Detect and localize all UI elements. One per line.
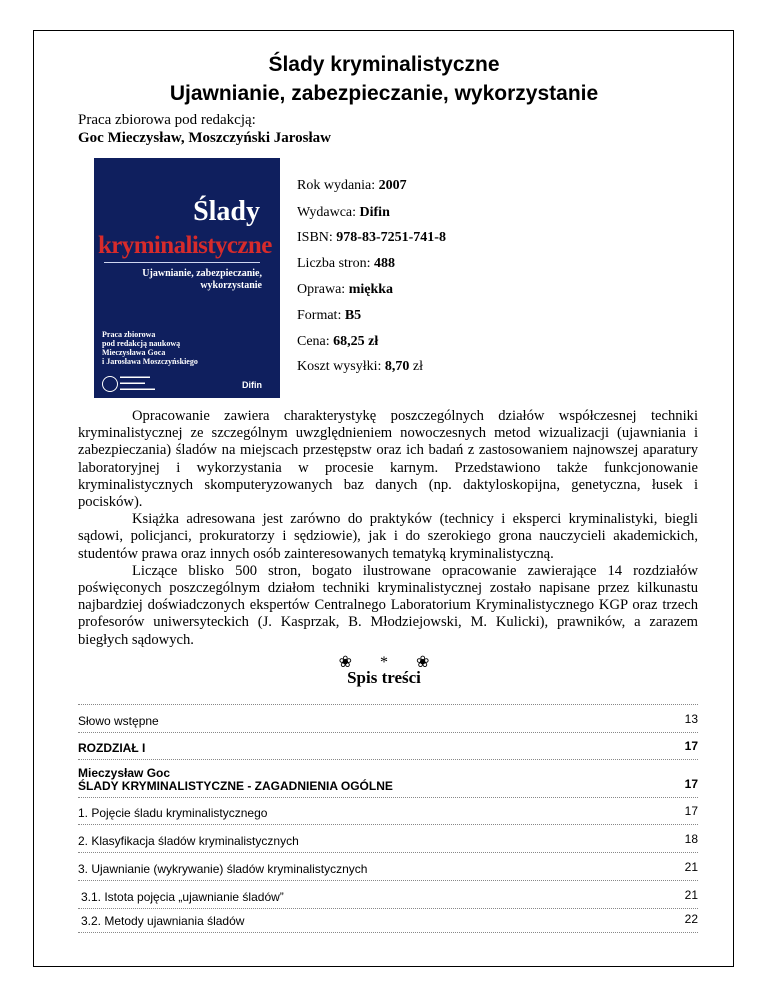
toc-label: 1. Pojęcie śladu kryminalistycznego <box>78 806 268 820</box>
meta-format <box>297 308 361 324</box>
toc-page: 17 <box>684 777 698 791</box>
meta-label: Oprawa: <box>297 282 349 297</box>
toc-label: ROZDZIAŁ I <box>78 741 146 755</box>
meta-label: Koszt wysyłki: <box>297 359 385 374</box>
toc-row[interactable] <box>78 759 698 798</box>
meta-label: Wydawca: <box>297 205 360 220</box>
cover-credits <box>102 330 242 366</box>
meta-value: 978-83-7251-741-8 <box>336 230 446 245</box>
toc-page: 18 <box>684 832 698 846</box>
meta-label: Liczba stron: <box>297 256 374 271</box>
meta-value: 2007 <box>378 178 407 193</box>
description-paragraph: Opracowanie zawiera charakterystykę poszczególnych działów współczesnej techniki kryminalistycznej ze szczególnym uwzględnieniem nowoczesnych metod wizualizacji (ujawniania i zabezpieczania) śladów na miejscach przestępstw oraz ich badań z zastosowaniem najnowszej aparatury laboratoryjnej i wykorzystania w procesie karnym. Przedstawiono także funkcjonowanie kryminalistycznych skomputeryzowanych baz danych (np. daktyloskopijna, genetyczna, łusek i pocisków). <box>78 408 698 511</box>
ornament-star: * <box>380 654 388 671</box>
meta-binding <box>297 282 393 298</box>
meta-price <box>297 334 378 350</box>
toc-page: 21 <box>684 860 698 874</box>
cover-rule <box>104 262 260 263</box>
toc-row[interactable] <box>78 732 698 760</box>
cover-subtitle-1: Ujawnianie, zabezpieczanie, <box>142 268 262 279</box>
toc-label <box>78 767 393 793</box>
cover-seal-icon <box>102 376 118 392</box>
meta-value: 488 <box>373 256 395 271</box>
meta-shipping <box>297 359 423 375</box>
toc-page: 17 <box>684 739 698 753</box>
toc-label: 3. Ujawnianie (wykrywanie) śladów kryminalistycznych <box>78 862 368 876</box>
toc-row[interactable] <box>78 797 698 825</box>
meta-publisher <box>297 205 390 221</box>
cover-subtitle-2: wykorzystanie <box>200 280 262 291</box>
ornament-left-icon: ❀ <box>338 654 352 671</box>
meta-label: Format: <box>297 308 345 323</box>
toc-label: Słowo wstępne <box>78 714 159 728</box>
editor-label: Praca zbiorowa pod redakcją: <box>78 112 256 128</box>
meta-value: miękka <box>348 282 394 297</box>
toc-page: 13 <box>684 712 698 726</box>
meta-label: Cena: <box>297 334 334 349</box>
meta-value: 8,70 <box>384 359 410 374</box>
meta-pages <box>297 256 395 272</box>
toc-label: 3.2. Metody ujawniania śladów <box>81 914 245 928</box>
cover-credit-3: Mieczysława Goca <box>102 348 166 357</box>
description <box>78 408 698 649</box>
cover-title-2: kryminalistyczne <box>98 232 272 259</box>
meta-isbn <box>297 230 446 246</box>
ornament-right-icon: ❀ <box>416 654 430 671</box>
toc-row[interactable] <box>78 908 698 933</box>
doc-subtitle: Ujawnianie, zabezpieczanie, wykorzystanie <box>169 82 599 105</box>
doc-title: Ślady kryminalistyczne <box>268 53 500 76</box>
toc-page: 21 <box>684 888 698 902</box>
toc-title: Spis treści <box>347 668 421 687</box>
meta-value: 68,25 zł <box>333 334 379 349</box>
toc-row[interactable] <box>78 880 698 909</box>
cover-publisher: Difin <box>242 380 262 390</box>
toc-page: 22 <box>684 912 698 926</box>
toc-label: 2. Klasyfikacja śladów kryminalistycznych <box>78 834 299 848</box>
toc-label: 3.1. Istota pojęcia „ujawnianie śladów” <box>81 890 284 904</box>
toc-page: 17 <box>684 804 698 818</box>
cover-subtitle <box>114 268 262 292</box>
toc-row[interactable] <box>78 824 698 853</box>
meta-label: ISBN: <box>297 230 337 245</box>
toc-chapter-title: ŚLADY KRYMINALISTYCZNE - ZAGADNIENIA OGÓLNE <box>78 779 393 793</box>
toc-row[interactable] <box>78 852 698 881</box>
toc-author: Mieczysław Goc <box>78 766 171 780</box>
cover-title-1: Ślady <box>193 196 260 227</box>
meta-label: Rok wydania: <box>297 178 379 193</box>
toc-row[interactable] <box>78 704 698 733</box>
book-cover <box>94 158 280 398</box>
description-paragraph: Liczące blisko 500 stron, bogato ilustrowane opracowanie zawierające 14 rozdziałów poświęconych poszczególnym działom techniki kryminalistycznej zostało napisane przez kilkunastu najbardziej doświadczonych ekspertów Centralnego Laboratorium Kryminalistycznego KGP oraz trzech profesorów uniwersyteckich (J. Kasprzak, B. Młodziejowski, M. Kulicki), prawników, a zarazem biegłych sądowych. <box>78 562 698 648</box>
cover-credit-2: pod redakcją naukową <box>102 339 181 348</box>
meta-year <box>297 178 407 194</box>
cover-credit-1: Praca zbiorowa <box>102 330 156 339</box>
cover-seal-text: ▬▬▬▬▬▬ ▬▬▬▬▬ ▬▬▬▬▬▬▬ <box>120 374 155 392</box>
meta-suffix: zł <box>409 359 423 374</box>
cover-credit-4: i Jarosława Moszczyńskiego <box>102 357 198 366</box>
editor-names: Goc Mieczysław, Moszczyński Jarosław <box>78 130 332 146</box>
description-paragraph: Książka adresowana jest zarówno do praktyków (technicy i eksperci kryminalistyki, biegli sądowi, policjanci, prokuratorzy i sędziowie), jak i do szerokiego grona nauczycieli akademickich, studentów prawa oraz innych osób zainteresowanych tematyką kryminalistyczną. <box>78 511 698 562</box>
meta-value: B5 <box>344 308 362 323</box>
meta-value: Difin <box>359 205 390 220</box>
